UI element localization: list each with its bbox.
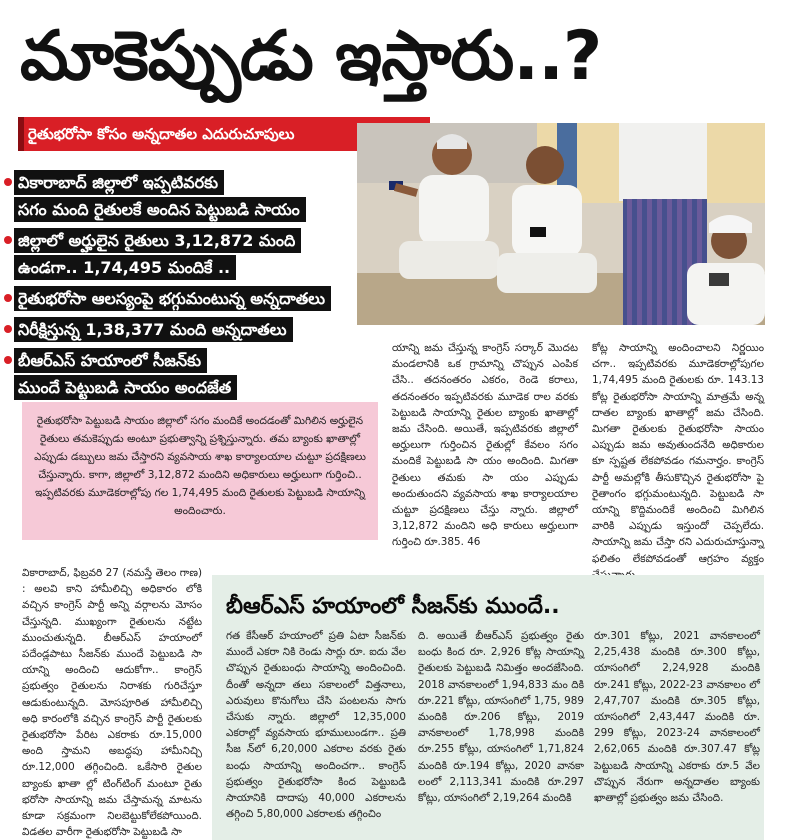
strap-banner: రైతుభరోసా కోసం అన్నదాతల ఎదురుచూపులు [18,117,430,151]
bullet-dot [4,325,12,333]
sub-headline: బీఆర్ఎస్ హయాంలో సీజన్‌కు ముందే.. [226,594,560,619]
article-text: వికారాబాద్, ఫిబ్రవరి 27 (నమస్తే తెలం గాణ) : అలవి కాని హామీలిచ్చి అధికారం లోకి వచ్చిన కాంగ్రెస్ పార్టీ అన్ని వర్గాలను మోసం చేస్తున్నది. ముఖ్యంగా రైతులను నట్టేట ముంచుతున్నది. బీఆర్ఎస్ హయాంలో పదేండ్లపాటు సీజన్‌కు ముందే పెట్టుబడి సా యాన్ని అందించి ఆదుకోగా.. కాంగ్రెస్ ప్రభుత్వం రైతులను నిరాశకు గురిచేస్తూ ఆడుకుంటున్నది. మోసపూరిత హామీలిచ్చి అధి కారంలోకి వచ్చిన కాంగ్రెస్ పార్టీ రైతులకు రైతుభరోసా పేరిట ఎకరాకు రూ.15,000 అంది స్తామని అబద్ధపు హామీనిచ్చి రూ.12,000 తగ్గించింది. ఒకేసారి రైతుల బ్యాంకు ఖాతా ల్లో టింగ్‌టింగ్ మంటూ రైతు భరోసా సాయాన్ని జమ చేస్తామన్న మాటను కూడా సక్రమంగా నిలబెట్టుకోలేకపోయింది. విడతల వారీగా రైతుభరోసా పెట్టుబడి సా [22,567,202,839]
bullet-item [14,228,374,282]
headline: మాకెప్పుడు ఇస్తారు..? [20,17,602,96]
bullet-line: సగం మంది రైతులకే అందిన పెట్టుబడి సాయం [14,197,306,222]
bullet-line: జిల్లాలో అర్హులైన రైతులు 3,12,872 మంది [14,228,301,253]
bullet-line: వికారాబాద్ జిల్లాలో ఇప్పటివరకు [14,170,224,195]
article-text: యాన్ని జమ చేస్తున్న కాంగ్రెస్ సర్కార్ మొదట మండలానికి ఒక గ్రామాన్ని చొప్పున ఎంపిక చేసి.. తదనంతరం ఎకరం, రెండె కరాలు, తదనంతరం ఇప్పటివరకు మూడెక రాల వరకు పెట్టుబడి సాయాన్ని రైతుల బ్యాంకు ఖాతాల్లో జమ చేసింది. అయితే, ఇప్పటివరకు జిల్లాలో అర్హులుగా గుర్తించిన రైతుల్లో కేవలం సగం మందికే పెట్టుబడి సా యం అందింది. మిగతా రైతులు తమకు సా యం ఎప్పుడు అందుతుందని వ్యవసాయ శాఖ కార్యాలయాల చుట్టూ ప్రదక్షిణలు చేస్తు న్నారు. జిల్లాలో 3,12,872 మందిని అధి కారులు అర్హులుగా గుర్తించి రూ.385. 46 [392,342,578,549]
bullet-item [14,317,374,344]
bullet-line: బీఆర్ఎస్ హయాంలో సీజన్‌కు [14,348,207,373]
bullet-list [14,170,374,406]
bullet-line: రైతుభరోసా ఆలస్యంపై భగ్గుమంటున్న అన్నదాతలు [14,286,331,311]
bullet-line: ఉండగా.. 1,74,495 మందికే .. [14,255,236,280]
bullet-item [14,348,374,402]
panel-column-2 [418,628,584,838]
bullet-dot [4,294,12,302]
article-text: ది. అయితే బీఆర్ఎస్ ప్రభుత్వం రైతు బంధు కింద రూ. 2,926 కోట్ల సాయాన్ని రైతులకు పెట్టుబడి నిమిత్తం అందజేసింది. 2018 వానకాలంలో 1,94,833 మం దికి రూ.221 కోట్లు, యాసంగిలో 1,75, 989 మందికి రూ.206 కోట్లు, 2019 వానకాలంలో 1,78,998 మందికి రూ.255 కోట్లు, యాసంగిలో 1,71,824 మందికి రూ.194 కోట్లు, 2020 వానకా లంలో 2,113,341 మందికి రూ.297 కోట్లు, యాసంగిలో 2,19,264 మందికి [418,630,584,805]
spacer [226,586,398,592]
bullet-line: నిరీక్షిస్తున్న 1,38,377 మంది అన్నదాతలు [14,317,293,342]
panel-column-1 [226,628,406,838]
article-text: గత కేసీఆర్ హయాంలో ప్రతి ఏటా సీజన్‌కు ముందే ఎకరా నికి రెండు సార్లు రూ. ఐదు వేల చొప్పున రైతుబంధు సాయాన్ని అందించింది. దీంతో అన్నదా తలు సకాలంలో విత్తనాలు, ఎరువులు కొనుగోలు చేసి పంటలను సాగు చేసుకు న్నారు. జిల్లాలో 12,35,000 ఎకరాల్లో వ్యవసాయ భూములుండగా.. ప్రతి సీజ న్‌లో 6,20,000 ఎకరాల వరకు రైతు బంధు సాయాన్ని అందించగా.. కాంగ్రెస్ ప్రభుత్వం రైతుభరోసా కింద పెట్టుబడి సాయానికి దాదాపు 40,000 ఎకరాలను తగ్గించి 5,80,000 ఎకరాలకు తగ్గించిం [226,630,406,821]
summary-box: రైతుభరోసా పెట్టుబడి సాయం జిల్లాలో సగం మందికే అందడంతో మిగిలిన అర్హులైన రైతులు తమకెప్పుడు అంటూ ప్రభుత్వాన్ని ప్రశ్నిస్తున్నారు. తమ బ్యాంకు ఖాతాల్లో ఎప్పుడు డబ్బులు జమ చేస్తారని వ్యవసాయ శాఖ కార్యాలయాల చుట్టూ ప్రదక్షిణలు చేస్తున్నారు. కాగా, జిల్లాలో 3,12,872 మందిని అధికారులు అర్హులుగా గుర్తించి.. ఇప్పటివరకు మూడెకరాల్లోపు గల 1,74,495 మంది రైతులకు పెట్టుబడి సాయాన్ని అందించారు. [22,402,378,540]
article-column-middle [392,340,578,558]
farmers-photo-illustration [357,123,765,325]
bullet-dot [4,178,12,186]
bullet-item [14,170,374,224]
bullet-item [14,286,374,313]
article-column-right [592,340,764,565]
article-column-left [22,565,202,840]
bullet-dot [4,236,12,244]
article-text: రూ.301 కోట్లు, 2021 వానకాలంలో 2,25,438 మందికి రూ.300 కోట్లు, యాసంగిలో 2,24,928 మందికి రూ.241 కోట్లు, 2022-23 వానకాలం లో 2,47,707 మందికి రూ.305 కోట్లు, యాసంగిలో 2,43,447 మందికి రూ. 299 కోట్లు, 2023-24 వానకాలంలో 2,62,065 మందికి రూ.307.47 కోట్ల పెట్టుబడి సాయాన్ని ఎకరాకు రూ.5 వేల చొప్పున నేరుగా అన్నదాతల బ్యాంకు ఖాతాల్లో ప్రభుత్వం జమ చేసింది. [594,630,760,805]
farmers-photo [357,123,765,325]
panel-column-3 [594,628,760,838]
bullet-line: ముందే పెట్టుబడి సాయం అందజేత [14,375,237,400]
article-text: కోట్ల సాయాన్ని అందించాలని నిర్ణయిం చగా.. ఇప్పటివరకు మూడెకరాల్లోపుగల 1,74,495 మంది రైతులకు రూ. 143.13 కోట్ల రైతుభరోసా సాయాన్ని మాత్రమే అన్న దాతల బ్యాంకు ఖాతాల్లో జమ చేసింది. మిగతా రైతులకు రైతుభరోసా సాయం ఎప్పుడు జమ అవుతుందనేది అధికారుల కూ స్పష్టత లేకపోవడం గమనార్హం. కాంగ్రెస్ పార్టీ అమల్లోకి తీసుకొచ్చిన రైతుభరోసా పై రైతాంగం భగ్గుమంటున్నది. పెట్టుబడి సా యాన్ని కొద్దిమందికే అందించి మిగిలిన వారికి ఎప్పుడు ఇస్తుందో చెప్పలేదు. సాయాన్ని జమ చేస్తా రని ఎదురుచూస్తున్నా ఫలితం లేకపోవడంతో ఆగ్రహం వ్యక్తం [592,342,764,565]
bullet-dot [4,356,12,364]
